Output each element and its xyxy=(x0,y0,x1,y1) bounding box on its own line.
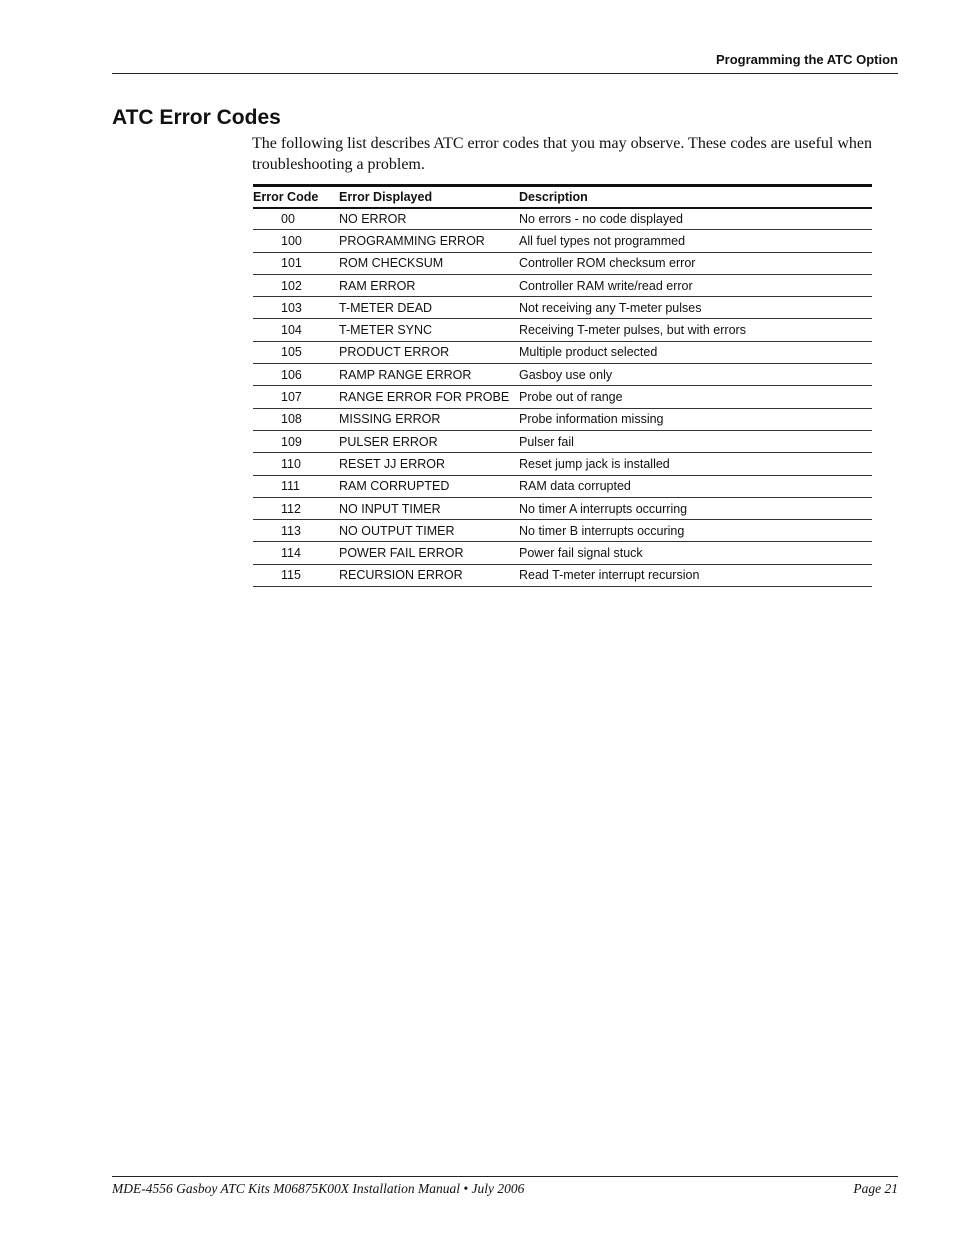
error-code-cell: 114 xyxy=(281,546,301,561)
description-cell: Multiple product selected xyxy=(519,345,658,360)
table-row xyxy=(253,341,872,363)
error-displayed-cell: NO ERROR xyxy=(339,211,407,226)
description-cell: RAM data corrupted xyxy=(519,479,631,494)
table-row xyxy=(253,208,872,230)
table-row xyxy=(253,564,872,586)
description-cell: No timer B interrupts occuring xyxy=(519,523,685,538)
error-displayed-cell: ROM CHECKSUM xyxy=(339,256,444,271)
table-row xyxy=(253,408,872,430)
table-row xyxy=(253,274,872,296)
error-displayed-cell: NO INPUT TIMER xyxy=(339,501,441,516)
description-cell: Controller RAM write/read error xyxy=(519,278,693,293)
description-cell: Power fail signal stuck xyxy=(519,546,643,561)
table-header xyxy=(253,186,872,208)
table-body xyxy=(253,208,872,587)
running-header xyxy=(112,51,898,74)
error-code-cell: 106 xyxy=(281,367,302,382)
description-cell: Controller ROM checksum error xyxy=(519,256,696,271)
error-code-cell: 104 xyxy=(281,323,302,338)
error-code-cell: 115 xyxy=(281,568,301,583)
running-header-title: Programming the ATC Option xyxy=(716,52,898,67)
error-displayed-cell: PROGRAMMING ERROR xyxy=(339,233,485,248)
error-code-cell: 107 xyxy=(281,390,302,405)
description-cell: Reset jump jack is installed xyxy=(519,456,670,471)
table-row xyxy=(253,252,872,274)
column-header-description: Description xyxy=(519,189,588,204)
error-displayed-cell: T-METER SYNC xyxy=(339,323,433,338)
error-displayed-cell: T-METER DEAD xyxy=(339,300,433,315)
table-row xyxy=(253,430,872,452)
table-row xyxy=(253,230,872,252)
table-row xyxy=(253,297,872,319)
error-codes-table xyxy=(253,184,872,587)
description-cell: Not receiving any T-meter pulses xyxy=(519,300,702,315)
error-displayed-cell: PULSER ERROR xyxy=(339,434,438,449)
table-row xyxy=(253,453,872,475)
error-displayed-cell: PRODUCT ERROR xyxy=(339,345,450,360)
intro-paragraph: The following list describes ATC error codes that you may observe. These codes are useful when troubleshooting a problem. xyxy=(252,135,872,173)
error-code-cell: 113 xyxy=(281,523,301,538)
table-row xyxy=(253,386,872,408)
error-code-cell: 109 xyxy=(281,434,302,449)
error-code-cell: 112 xyxy=(281,501,301,516)
error-displayed-cell: RESET JJ ERROR xyxy=(339,456,446,471)
description-cell: Gasboy use only xyxy=(519,367,613,382)
error-code-cell: 101 xyxy=(281,256,302,271)
table-header-row xyxy=(253,186,872,208)
table-row xyxy=(253,520,872,542)
description-cell: No timer A interrupts occurring xyxy=(519,501,688,516)
description-cell: Probe information missing xyxy=(519,412,664,427)
description-cell: Read T-meter interrupt recursion xyxy=(519,568,700,583)
description-cell: Receiving T-meter pulses, but with errors xyxy=(519,323,746,338)
description-cell: Probe out of range xyxy=(519,390,623,405)
table-row xyxy=(253,542,872,564)
error-code-cell: 100 xyxy=(281,233,302,248)
description-cell: No errors - no code displayed xyxy=(519,211,683,226)
error-code-cell: 111 xyxy=(281,479,301,494)
error-displayed-cell: POWER FAIL ERROR xyxy=(339,546,464,561)
description-cell: All fuel types not programmed xyxy=(519,233,686,248)
column-header-error-displayed: Error Displayed xyxy=(339,189,433,204)
table-row xyxy=(253,364,872,386)
column-header-error-code: Error Code xyxy=(253,189,319,204)
error-code-cell: 105 xyxy=(281,345,302,360)
error-code-cell: 108 xyxy=(281,412,302,427)
error-displayed-cell: NO OUTPUT TIMER xyxy=(339,523,455,538)
error-code-cell: 110 xyxy=(281,456,301,471)
footer-page-number: Page 21 xyxy=(853,1181,898,1196)
error-code-cell: 103 xyxy=(281,300,302,315)
error-code-cell: 102 xyxy=(281,278,302,293)
error-displayed-cell: RAMP RANGE ERROR xyxy=(339,367,472,382)
table-row xyxy=(253,319,872,341)
error-displayed-cell: RECURSION ERROR xyxy=(339,568,463,583)
error-displayed-cell: RAM CORRUPTED xyxy=(339,479,450,494)
description-cell: Pulser fail xyxy=(519,434,574,449)
table-row xyxy=(253,475,872,497)
error-code-cell: 00 xyxy=(281,211,295,226)
error-displayed-cell: RAM ERROR xyxy=(339,278,416,293)
running-footer xyxy=(112,1176,898,1197)
error-displayed-cell: MISSING ERROR xyxy=(339,412,441,427)
error-displayed-cell: RANGE ERROR FOR PROBE xyxy=(339,390,510,405)
footer-document-info: MDE-4556 Gasboy ATC Kits M06875K00X Installation Manual • July 2006 xyxy=(112,1181,525,1196)
table-row xyxy=(253,497,872,519)
section-title: ATC Error Codes xyxy=(112,106,281,129)
